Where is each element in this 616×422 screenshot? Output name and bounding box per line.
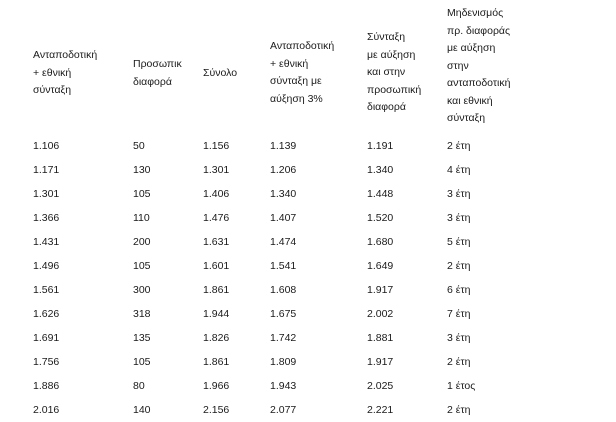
header-line: σύνταξη (447, 112, 486, 124)
cell-with-increase-and-difference: 1.680 (367, 236, 394, 248)
cell-zeroing-years: 3 έτη (447, 188, 471, 200)
cell-contributory-national: 1.496 (33, 260, 60, 272)
cell-with-increase: 1.809 (270, 356, 297, 368)
header-line: διαφορά (133, 75, 172, 88)
cell-with-increase: 1.675 (270, 308, 297, 320)
header-line: αύξηση 3% (270, 92, 323, 105)
header-line: σύνταξη με (270, 75, 322, 87)
table-row (0, 158, 616, 182)
cell-total: 1.631 (203, 236, 230, 248)
cell-personal-difference: 130 (133, 164, 151, 176)
header-total (203, 65, 237, 83)
cell-with-increase-and-difference: 1.340 (367, 164, 394, 176)
cell-total: 1.406 (203, 188, 230, 200)
cell-zeroing-years: 5 έτη (447, 236, 471, 248)
table-row (0, 206, 616, 230)
header-line: προσωπική (367, 83, 422, 96)
header-line: Ανταποδοτική (33, 49, 98, 61)
cell-zeroing-years: 4 έτη (447, 164, 471, 176)
table-row (0, 230, 616, 254)
cell-contributory-national: 1.756 (33, 356, 60, 368)
cell-with-increase-and-difference: 1.881 (367, 332, 394, 344)
header-line: Σύνολο (203, 67, 238, 79)
cell-with-increase: 1.206 (270, 164, 297, 176)
cell-total: 1.476 (203, 212, 230, 224)
header-line: Σύνταξη (367, 31, 406, 43)
table-body (0, 134, 616, 422)
cell-with-increase: 2.077 (270, 404, 297, 416)
cell-personal-difference: 318 (133, 308, 151, 320)
header-line: πρ. διαφοράς (447, 24, 511, 37)
cell-zeroing-years: 2 έτη (447, 140, 471, 152)
cell-personal-difference: 110 (133, 212, 150, 224)
cell-personal-difference: 140 (133, 404, 151, 416)
header-personal-difference (133, 56, 182, 91)
header-line: και εθνική (447, 94, 493, 107)
table-row (0, 134, 616, 158)
cell-personal-difference: 80 (133, 380, 145, 392)
header-line: + εθνική (270, 57, 309, 70)
cell-zeroing-years: 6 έτη (447, 284, 471, 296)
cell-with-increase: 1.943 (270, 380, 297, 392)
cell-personal-difference: 300 (133, 284, 151, 296)
cell-contributory-national: 1.366 (33, 212, 60, 224)
cell-personal-difference: 50 (133, 140, 145, 152)
cell-contributory-national: 1.626 (33, 308, 60, 320)
header-line: Μηδενισμός (447, 7, 504, 19)
cell-contributory-national: 1.561 (33, 284, 60, 296)
table-row (0, 254, 616, 278)
cell-total: 1.861 (203, 284, 230, 296)
cell-contributory-national: 1.301 (33, 188, 60, 200)
table-row (0, 182, 616, 206)
cell-with-increase: 1.407 (270, 212, 297, 224)
cell-with-increase-and-difference: 2.002 (367, 308, 394, 320)
cell-contributory-national: 1.691 (33, 332, 60, 344)
header-line: στην (447, 59, 469, 72)
header-line: και στην (367, 66, 406, 78)
cell-with-increase-and-difference: 1.917 (367, 284, 394, 296)
cell-with-increase-and-difference: 1.649 (367, 260, 394, 272)
cell-total: 1.156 (203, 140, 230, 152)
cell-contributory-national: 1.171 (33, 164, 60, 176)
cell-zeroing-years: 2 έτη (447, 260, 471, 272)
header-line: με αύξηση (447, 42, 496, 54)
cell-with-increase: 1.139 (270, 140, 297, 152)
header-pension-increase-personal-difference (367, 29, 421, 117)
cell-zeroing-years: 1 έτος (447, 380, 476, 392)
cell-total: 1.601 (203, 260, 230, 272)
cell-contributory-national: 1.431 (33, 236, 60, 248)
cell-with-increase-and-difference: 1.191 (367, 140, 394, 152)
cell-personal-difference: 105 (133, 356, 151, 368)
header-line: διαφορά (367, 101, 406, 113)
cell-total: 1.944 (203, 308, 230, 320)
cell-contributory-national: 1.886 (33, 380, 60, 392)
cell-personal-difference: 135 (133, 332, 151, 344)
cell-personal-difference: 105 (133, 260, 151, 272)
table-row (0, 398, 616, 422)
cell-zeroing-years: 7 έτη (447, 308, 471, 320)
cell-total: 1.826 (203, 332, 230, 344)
cell-personal-difference: 200 (133, 236, 151, 248)
cell-total: 2.156 (203, 404, 230, 416)
header-line: Ανταποδοτική (270, 40, 335, 52)
cell-with-increase-and-difference: 1.448 (367, 188, 394, 200)
table-row (0, 302, 616, 326)
cell-with-increase: 1.742 (270, 332, 297, 344)
cell-with-increase-and-difference: 2.025 (367, 380, 394, 392)
header-contributory-national-pension (33, 47, 97, 100)
header-line: ανταποδοτική (447, 77, 511, 89)
cell-contributory-national: 2.016 (33, 404, 60, 416)
cell-zeroing-years: 3 έτη (447, 212, 471, 224)
header-pension-with-increase (270, 38, 334, 108)
cell-zeroing-years: 2 έτη (447, 356, 471, 368)
cell-zeroing-years: 3 έτη (447, 332, 471, 344)
table-row (0, 326, 616, 350)
cell-total: 1.861 (203, 356, 230, 368)
cell-contributory-national: 1.106 (33, 140, 60, 152)
cell-personal-difference: 105 (133, 188, 151, 200)
cell-with-increase-and-difference: 1.520 (367, 212, 394, 224)
table-row (0, 374, 616, 398)
cell-with-increase-and-difference: 2.221 (367, 404, 394, 416)
cell-total: 1.966 (203, 380, 230, 392)
header-line: σύνταξη (33, 84, 72, 96)
cell-with-increase-and-difference: 1.917 (367, 356, 394, 368)
cell-zeroing-years: 2 έτη (447, 404, 471, 416)
header-line: με αύξηση (367, 48, 416, 61)
header-zeroing-personal-difference (447, 5, 510, 128)
cell-total: 1.301 (203, 164, 230, 176)
header-line: + εθνική (33, 66, 72, 79)
cell-with-increase: 1.340 (270, 188, 297, 200)
cell-with-increase: 1.541 (270, 260, 297, 272)
cell-with-increase: 1.608 (270, 284, 297, 296)
table-row (0, 350, 616, 374)
table-row (0, 278, 616, 302)
cell-with-increase: 1.474 (270, 236, 297, 248)
header-line: Προσωπικ (133, 58, 182, 70)
